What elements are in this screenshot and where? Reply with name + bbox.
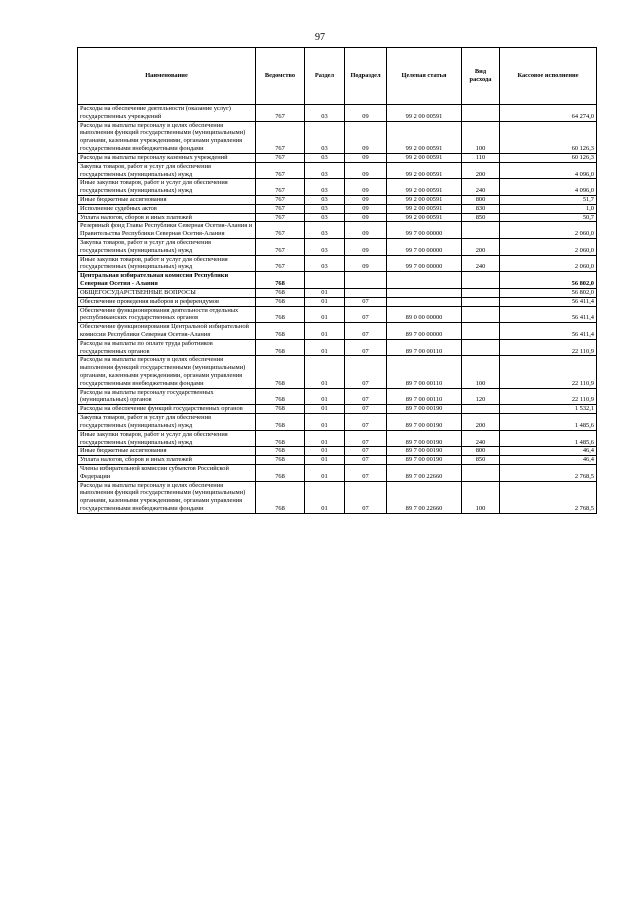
row-execution: 56 802,0 (500, 272, 597, 289)
row-name: Расходы на выплаты персоналу в целях обеспечения выполнения функций государственными (муниципальными) органами, казенными учреждениями, органами управления государственными внебюджетными фондами (78, 121, 256, 153)
row-execution: 46,4 (500, 447, 597, 456)
budget-table (77, 47, 597, 514)
row-subsection: 07 (345, 388, 387, 405)
row-name: Исполнение судебных актов (78, 204, 256, 213)
row-section: 01 (305, 414, 345, 431)
row-department: 768 (256, 297, 305, 306)
row-subsection: 09 (345, 255, 387, 272)
row-name: Закупка товаров, работ и услуг для обеспечения государственных (муниципальных) нужд (78, 239, 256, 256)
row-name: Обеспечение функционирования Центральной избирательной комиссии Республики Северная Осетия-Алания (78, 323, 256, 340)
table-row (78, 272, 597, 289)
row-name: Обеспечение проведения выборов и референдумов (78, 297, 256, 306)
row-subsection: 09 (345, 121, 387, 153)
row-target: 89 7 00 00000 (387, 323, 462, 340)
table-row (78, 430, 597, 447)
row-execution: 46,4 (500, 456, 597, 465)
row-name: Резервный фонд Главы Республики Северная Осетия-Алания и Правительства Республики Северная Осетия-Алания (78, 222, 256, 239)
row-name: Расходы на выплаты персоналу казенных учреждений (78, 153, 256, 162)
row-subsection: 07 (345, 323, 387, 340)
row-department: 768 (256, 430, 305, 447)
row-subsection: 09 (345, 239, 387, 256)
row-target: 89 7 00 22660 (387, 464, 462, 481)
row-section: 03 (305, 162, 345, 179)
row-name: Иные бюджетные ассигнования (78, 195, 256, 204)
row-target (387, 288, 462, 297)
header-department: Ведомство (256, 48, 305, 105)
row-subsection: 07 (345, 430, 387, 447)
row-expense-type (462, 288, 500, 297)
row-target: 89 7 00 00190 (387, 447, 462, 456)
row-expense-type: 850 (462, 213, 500, 222)
row-subsection: 09 (345, 162, 387, 179)
table-row (78, 481, 597, 513)
table-row (78, 405, 597, 414)
row-expense-type: 100 (462, 121, 500, 153)
row-department: 767 (256, 162, 305, 179)
row-target: 99 7 00 00000 (387, 222, 462, 239)
row-execution: 50,7 (500, 213, 597, 222)
row-target (387, 297, 462, 306)
table-row (78, 195, 597, 204)
table-row (78, 153, 597, 162)
row-target: 99 2 00 00591 (387, 162, 462, 179)
row-department: 768 (256, 464, 305, 481)
row-execution: 51,7 (500, 195, 597, 204)
row-section (305, 272, 345, 289)
row-department: 767 (256, 153, 305, 162)
row-name: Расходы на выплаты персоналу в целях обеспечения выполнения функций государственными (муниципальными) органами, казенными учреждениями, органами управления государственными внебюджетными фондами (78, 356, 256, 388)
row-expense-type: 240 (462, 255, 500, 272)
row-expense-type: 100 (462, 481, 500, 513)
row-subsection: 07 (345, 306, 387, 323)
row-section: 01 (305, 297, 345, 306)
table-row (78, 288, 597, 297)
row-expense-type (462, 105, 500, 122)
row-execution: 2 768,5 (500, 464, 597, 481)
row-expense-type: 800 (462, 195, 500, 204)
row-department: 768 (256, 323, 305, 340)
row-execution: 4 096,0 (500, 162, 597, 179)
header-expense-type: Вид расхода (462, 48, 500, 105)
row-expense-type (462, 272, 500, 289)
row-target: 99 2 00 00591 (387, 179, 462, 196)
row-target: 99 2 00 00591 (387, 153, 462, 162)
row-target: 89 7 00 00110 (387, 339, 462, 356)
row-subsection: 07 (345, 456, 387, 465)
row-execution: 64 274,0 (500, 105, 597, 122)
row-name: Уплата налогов, сборов и иных платежей (78, 456, 256, 465)
table-row (78, 356, 597, 388)
row-section: 03 (305, 222, 345, 239)
row-name: Расходы на выплаты по оплате труда работников государственных органов (78, 339, 256, 356)
row-expense-type: 200 (462, 239, 500, 256)
header-target: Целевая статья (387, 48, 462, 105)
row-section: 01 (305, 388, 345, 405)
table-row (78, 204, 597, 213)
row-subsection (345, 288, 387, 297)
row-department: 767 (256, 105, 305, 122)
row-section: 03 (305, 121, 345, 153)
row-name: Обеспечение функционирования деятельности отдельных республиканских государственных органов (78, 306, 256, 323)
table-row (78, 213, 597, 222)
row-execution: 4 096,0 (500, 179, 597, 196)
row-department: 768 (256, 356, 305, 388)
table-row (78, 388, 597, 405)
row-department: 768 (256, 339, 305, 356)
row-section: 03 (305, 179, 345, 196)
table-body (78, 105, 597, 514)
row-execution: 56 411,4 (500, 323, 597, 340)
row-expense-type: 240 (462, 430, 500, 447)
row-department: 767 (256, 179, 305, 196)
row-execution: 1,0 (500, 204, 597, 213)
row-execution: 2 060,0 (500, 255, 597, 272)
row-section: 01 (305, 288, 345, 297)
row-section: 03 (305, 255, 345, 272)
row-target: 89 7 00 00190 (387, 405, 462, 414)
table-row (78, 179, 597, 196)
row-execution: 1 532,1 (500, 405, 597, 414)
row-name: Иные бюджетные ассигнования (78, 447, 256, 456)
row-execution: 2 060,0 (500, 222, 597, 239)
row-execution: 1 485,6 (500, 430, 597, 447)
row-expense-type: 800 (462, 447, 500, 456)
row-section: 03 (305, 204, 345, 213)
table-row (78, 162, 597, 179)
row-section: 03 (305, 195, 345, 204)
row-name: Иные закупки товаров, работ и услуг для обеспечения государственных (муниципальных) нужд (78, 430, 256, 447)
row-name: Члены избирательной комиссии субъектов Российской Федерации (78, 464, 256, 481)
row-name: Закупка товаров, работ и услуг для обеспечения государственных (муниципальных) нужд (78, 162, 256, 179)
row-execution: 56 802,0 (500, 288, 597, 297)
row-subsection: 07 (345, 464, 387, 481)
row-section: 03 (305, 213, 345, 222)
table-row (78, 464, 597, 481)
row-subsection (345, 272, 387, 289)
row-section: 01 (305, 339, 345, 356)
row-name: ОБЩЕГОСУДАРСТВЕННЫЕ ВОПРОСЫ (78, 288, 256, 297)
row-target: 89 7 00 00110 (387, 388, 462, 405)
row-target: 99 7 00 00000 (387, 255, 462, 272)
row-department: 768 (256, 272, 305, 289)
row-subsection: 07 (345, 447, 387, 456)
row-target: 99 7 00 00000 (387, 239, 462, 256)
row-expense-type (462, 222, 500, 239)
table-row (78, 456, 597, 465)
row-section: 01 (305, 323, 345, 340)
row-section: 01 (305, 356, 345, 388)
page-number: 97 (315, 32, 325, 43)
row-subsection: 09 (345, 222, 387, 239)
row-department: 767 (256, 239, 305, 256)
row-section: 01 (305, 430, 345, 447)
table-row (78, 121, 597, 153)
row-expense-type (462, 464, 500, 481)
row-execution: 56 411,4 (500, 306, 597, 323)
row-expense-type (462, 405, 500, 414)
row-expense-type (462, 306, 500, 323)
table-row (78, 255, 597, 272)
row-subsection: 09 (345, 179, 387, 196)
row-subsection: 09 (345, 153, 387, 162)
row-department: 768 (256, 414, 305, 431)
row-subsection: 09 (345, 105, 387, 122)
row-department: 768 (256, 481, 305, 513)
row-section: 01 (305, 447, 345, 456)
row-name: Центральная избирательная комиссия Республики Северная Осетия - Алания (78, 272, 256, 289)
row-target (387, 272, 462, 289)
row-name: Расходы на обеспечение функций государственных органов (78, 405, 256, 414)
table-header-row (78, 48, 597, 105)
row-subsection: 09 (345, 213, 387, 222)
table-row (78, 323, 597, 340)
row-expense-type: 100 (462, 356, 500, 388)
table-row (78, 239, 597, 256)
row-expense-type: 110 (462, 153, 500, 162)
row-execution: 22 110,9 (500, 356, 597, 388)
row-target: 99 2 00 00591 (387, 204, 462, 213)
row-section: 01 (305, 464, 345, 481)
row-subsection: 09 (345, 195, 387, 204)
row-department: 767 (256, 255, 305, 272)
row-department: 767 (256, 222, 305, 239)
row-name: Расходы на обеспечение деятельности (оказание услуг) государственных учреждений (78, 105, 256, 122)
row-expense-type: 200 (462, 414, 500, 431)
row-section: 01 (305, 306, 345, 323)
row-execution: 1 485,6 (500, 414, 597, 431)
row-department: 767 (256, 213, 305, 222)
table-row (78, 447, 597, 456)
table-row (78, 414, 597, 431)
row-section: 03 (305, 153, 345, 162)
table-row (78, 339, 597, 356)
row-expense-type: 830 (462, 204, 500, 213)
row-expense-type: 200 (462, 162, 500, 179)
header-name: Наименование (78, 48, 256, 105)
row-section: 03 (305, 105, 345, 122)
row-department: 767 (256, 195, 305, 204)
row-name: Уплата налогов, сборов и иных платежей (78, 213, 256, 222)
table-row (78, 222, 597, 239)
row-section: 01 (305, 481, 345, 513)
row-name: Расходы на выплаты персоналу в целях обеспечения выполнения функций государственными (муниципальными) органами, казенными учреждениями, органами управления государственными внебюджетными фондами (78, 481, 256, 513)
row-subsection: 09 (345, 204, 387, 213)
row-section: 01 (305, 405, 345, 414)
row-target: 89 7 00 00190 (387, 456, 462, 465)
table-row (78, 297, 597, 306)
row-execution: 22 110,9 (500, 339, 597, 356)
row-target: 99 2 00 00591 (387, 213, 462, 222)
row-target: 99 2 00 00591 (387, 105, 462, 122)
row-name: Иные закупки товаров, работ и услуг для обеспечения государственных (муниципальных) нужд (78, 255, 256, 272)
header-section: Раздел (305, 48, 345, 105)
row-expense-type: 240 (462, 179, 500, 196)
row-target: 89 7 00 22660 (387, 481, 462, 513)
row-expense-type (462, 297, 500, 306)
header-subsection: Подраздел (345, 48, 387, 105)
row-subsection: 07 (345, 414, 387, 431)
row-expense-type: 850 (462, 456, 500, 465)
row-execution: 22 110,9 (500, 388, 597, 405)
row-department: 768 (256, 288, 305, 297)
row-execution: 60 126,3 (500, 153, 597, 162)
row-target: 89 7 00 00190 (387, 414, 462, 431)
row-department: 767 (256, 204, 305, 213)
row-execution: 2 768,5 (500, 481, 597, 513)
header-execution: Кассовое исполнение (500, 48, 597, 105)
row-name: Закупка товаров, работ и услуг для обеспечения государственных (муниципальных) нужд (78, 414, 256, 431)
row-name: Расходы на выплаты персоналу государственных (муниципальных) органов (78, 388, 256, 405)
row-target: 99 2 00 00591 (387, 121, 462, 153)
row-section: 01 (305, 456, 345, 465)
row-target: 89 7 00 00110 (387, 356, 462, 388)
row-subsection: 07 (345, 297, 387, 306)
row-expense-type (462, 323, 500, 340)
row-department: 767 (256, 121, 305, 153)
row-expense-type: 120 (462, 388, 500, 405)
row-subsection: 07 (345, 481, 387, 513)
row-target: 89 7 00 00190 (387, 430, 462, 447)
row-subsection: 07 (345, 356, 387, 388)
row-subsection: 07 (345, 405, 387, 414)
table-row (78, 105, 597, 122)
row-department: 768 (256, 405, 305, 414)
table-row (78, 306, 597, 323)
row-subsection: 07 (345, 339, 387, 356)
row-name: Иные закупки товаров, работ и услуг для обеспечения государственных (муниципальных) нужд (78, 179, 256, 196)
row-expense-type (462, 339, 500, 356)
row-target: 99 2 00 00591 (387, 195, 462, 204)
row-target: 89 0 00 00000 (387, 306, 462, 323)
row-department: 768 (256, 456, 305, 465)
row-department: 768 (256, 306, 305, 323)
row-section: 03 (305, 239, 345, 256)
row-department: 768 (256, 388, 305, 405)
row-department: 768 (256, 447, 305, 456)
row-execution: 60 126,3 (500, 121, 597, 153)
row-execution: 2 060,0 (500, 239, 597, 256)
row-execution: 56 411,4 (500, 297, 597, 306)
